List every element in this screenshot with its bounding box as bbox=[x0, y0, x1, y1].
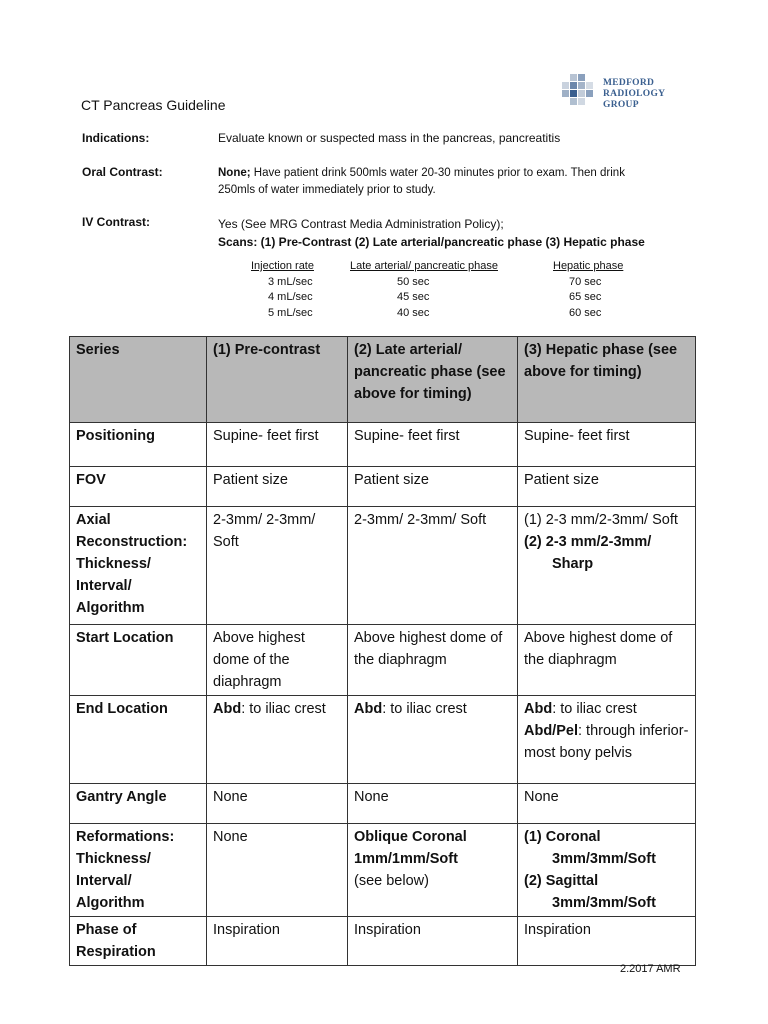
logo-mark-icon bbox=[560, 72, 600, 112]
footer-version: 2.2017 AMR bbox=[620, 963, 681, 975]
iv-contrast-label: IV Contrast: bbox=[82, 215, 151, 229]
cell: Above highest dome of the diaphragm bbox=[348, 625, 518, 696]
cell: None bbox=[518, 784, 696, 824]
table-row bbox=[70, 507, 696, 625]
table-row bbox=[70, 917, 696, 966]
end-abdpel: Abd/Pel bbox=[524, 723, 578, 739]
row-label-respiration: Phase of Respiration bbox=[70, 917, 207, 966]
cell: Inspiration bbox=[207, 917, 348, 966]
oral-contrast-bold: None; bbox=[218, 167, 251, 179]
indications-value: Evaluate known or suspected mass in the pancreas, pancreatitis bbox=[218, 131, 561, 145]
cell: None bbox=[207, 824, 348, 917]
injection-rate-2: 4 mL/sec bbox=[268, 291, 313, 303]
end-abd-3: Abd bbox=[524, 701, 553, 717]
axial-hepatic-1: (1) 2-3 mm/2-3mm/ Soft bbox=[524, 512, 678, 528]
row-label-reformations: Reformations: Thickness/ Interval/ Algorithm bbox=[70, 824, 207, 917]
oral-contrast-value bbox=[218, 165, 688, 199]
iv-contrast-line-1: Yes (See MRG Contrast Media Administration Policy); bbox=[218, 217, 504, 231]
reform-hep-4: 3mm/3mm/Soft bbox=[552, 895, 656, 911]
axial-hepatic-3: Sharp bbox=[552, 556, 594, 572]
cell: None bbox=[207, 784, 348, 824]
table-row bbox=[70, 467, 696, 507]
row-label-fov: FOV bbox=[70, 467, 207, 507]
cell bbox=[518, 696, 696, 784]
oral-contrast-label: Oral Contrast: bbox=[82, 165, 163, 179]
logo-line-2: RADIOLOGY bbox=[603, 89, 666, 99]
cell: Supine- feet first bbox=[348, 423, 518, 467]
cell bbox=[348, 824, 518, 917]
injection-rate-header: Injection rate bbox=[251, 260, 314, 272]
logo bbox=[560, 72, 690, 112]
cell: 2-3mm/ 2-3mm/ Soft bbox=[207, 507, 348, 625]
row-label-end: End Location bbox=[70, 696, 207, 784]
header-pre-contrast: (1) Pre-contrast bbox=[207, 337, 348, 423]
oral-contrast-text-1: Have patient drink 500mls water 20-30 minutes prior to exam. Then drink bbox=[250, 167, 625, 179]
cell bbox=[207, 696, 348, 784]
row-label-axial: Axial Reconstruction: Thickness/ Interval/ Algorithm bbox=[70, 507, 207, 625]
hepatic-2: 65 sec bbox=[569, 291, 602, 303]
table-row bbox=[70, 784, 696, 824]
end-abdpel-rest: : through inferior-most bony pelvis bbox=[524, 723, 689, 761]
cell: Above highest dome of the diaphragm bbox=[207, 625, 348, 696]
reform-hep-2: 3mm/3mm/Soft bbox=[552, 851, 656, 867]
hepatic-3: 60 sec bbox=[569, 306, 602, 319]
late-arterial-2: 45 sec bbox=[397, 291, 430, 303]
cell: Inspiration bbox=[348, 917, 518, 966]
reform-late-1: Oblique Coronal 1mm/1mm/Soft bbox=[354, 829, 467, 867]
row-label-start: Start Location bbox=[70, 625, 207, 696]
injection-rate-1: 3 mL/sec bbox=[268, 275, 313, 288]
hepatic-1: 70 sec bbox=[569, 275, 602, 288]
reform-hep-1: (1) Coronal bbox=[524, 829, 601, 845]
hepatic-column bbox=[553, 259, 623, 321]
logo-line-3: GROUP bbox=[603, 100, 639, 110]
document-title: CT Pancreas Guideline bbox=[81, 97, 226, 113]
end-rest-3: : to iliac crest bbox=[552, 701, 637, 717]
cell: Supine- feet first bbox=[518, 423, 696, 467]
late-arterial-column bbox=[350, 259, 498, 321]
logo-line-1: MEDFORD bbox=[603, 78, 655, 88]
cell: None bbox=[348, 784, 518, 824]
table-row bbox=[70, 824, 696, 917]
cell: Patient size bbox=[518, 467, 696, 507]
header-late-arterial: (2) Late arterial/ pancreatic phase (see above for timing) bbox=[348, 337, 518, 423]
cell: 2-3mm/ 2-3mm/ Soft bbox=[348, 507, 518, 625]
axial-hepatic-2: (2) 2-3 mm/2-3mm/ bbox=[524, 534, 652, 550]
table-row bbox=[70, 625, 696, 696]
cell bbox=[348, 696, 518, 784]
reform-late-2: (see below) bbox=[354, 873, 429, 889]
row-label-positioning: Positioning bbox=[70, 423, 207, 467]
protocol-table bbox=[69, 336, 696, 966]
row-label-gantry: Gantry Angle bbox=[70, 784, 207, 824]
indications-label: Indications: bbox=[82, 131, 150, 145]
late-arterial-1: 50 sec bbox=[397, 275, 430, 288]
cell: Patient size bbox=[348, 467, 518, 507]
end-abd-2: Abd bbox=[354, 701, 383, 717]
late-arterial-header: Late arterial/ pancreatic phase bbox=[350, 260, 498, 272]
table-row bbox=[70, 337, 696, 423]
injection-rate-column bbox=[251, 259, 314, 321]
hepatic-header: Hepatic phase bbox=[553, 260, 624, 272]
iv-contrast-value bbox=[218, 215, 688, 251]
cell: Supine- feet first bbox=[207, 423, 348, 467]
end-rest-2: : to iliac crest bbox=[382, 701, 467, 717]
late-arterial-3: 40 sec bbox=[397, 306, 430, 319]
cell bbox=[518, 507, 696, 625]
reform-hep-3: (2) Sagittal bbox=[524, 873, 599, 889]
header-hepatic: (3) Hepatic phase (see above for timing) bbox=[518, 337, 696, 423]
cell: Inspiration bbox=[518, 917, 696, 966]
end-rest-1: : to iliac crest bbox=[241, 701, 326, 717]
table-row bbox=[70, 423, 696, 467]
table-row bbox=[70, 696, 696, 784]
iv-contrast-line-2: Scans: (1) Pre-Contrast (2) Late arterial/pancreatic phase (3) Hepatic phase bbox=[218, 235, 645, 249]
header-series: Series bbox=[70, 337, 207, 423]
oral-contrast-text-2: 250mls of water immediately prior to study. bbox=[218, 184, 436, 196]
cell: Patient size bbox=[207, 467, 348, 507]
injection-rate-3: 5 mL/sec bbox=[268, 306, 313, 319]
cell: Above highest dome of the diaphragm bbox=[518, 625, 696, 696]
cell bbox=[518, 824, 696, 917]
end-abd-1: Abd bbox=[213, 701, 242, 717]
